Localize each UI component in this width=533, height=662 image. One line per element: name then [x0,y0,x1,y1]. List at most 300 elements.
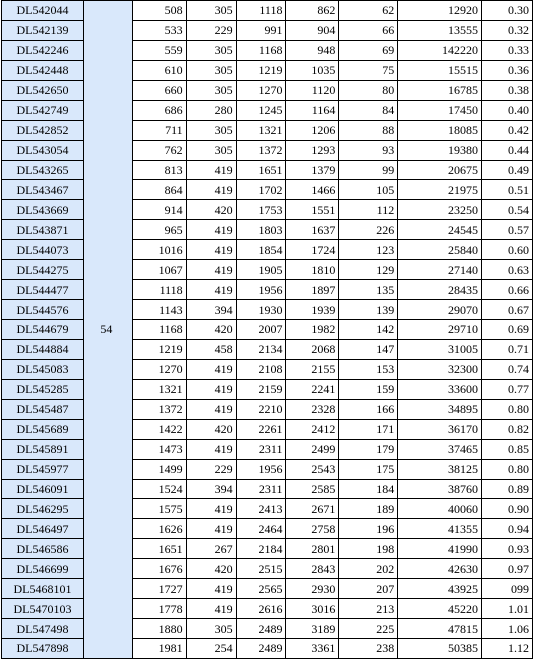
value-col-4-cell: 2515 [236,559,286,579]
value-col-3-cell: 305 [186,40,236,60]
model-code-cell: DL544275 [2,260,84,280]
model-code-cell: DL5468101 [2,579,84,599]
ratio-cell: 0.80 [482,459,533,479]
value-col-7-cell: 38760 [398,479,482,499]
value-col-7-cell: 37465 [398,439,482,459]
table-row [2,559,533,579]
value-col-6-cell: 75 [339,60,398,80]
value-col-3-cell: 419 [186,280,236,300]
table-row [2,60,533,80]
ratio-cell: 0.67 [482,300,533,320]
value-col-6-cell: 213 [339,599,398,619]
table-row [2,599,533,619]
value-col-7-cell: 25840 [398,240,482,260]
model-code-cell: DL547898 [2,639,84,659]
ratio-cell: 1.06 [482,619,533,639]
value-col-5-cell: 1035 [286,60,339,80]
model-code-cell: DL546497 [2,519,84,539]
table-row [2,80,533,100]
model-code-cell: DL543871 [2,220,84,240]
table-body [2,1,533,659]
value-col-4-cell: 2489 [236,639,286,659]
value-col-2-cell: 813 [132,160,186,180]
model-code-cell: DL542246 [2,40,84,60]
table-row [2,459,533,479]
value-col-6-cell: 166 [339,399,398,419]
value-col-6-cell: 62 [339,1,398,21]
value-col-3-cell: 229 [186,20,236,40]
table-row [2,519,533,539]
value-col-7-cell: 21975 [398,180,482,200]
value-col-2-cell: 965 [132,220,186,240]
value-col-4-cell: 991 [236,20,286,40]
value-col-4-cell: 1956 [236,459,286,479]
value-col-3-cell: 419 [186,579,236,599]
table-row [2,379,533,399]
value-col-4-cell: 2210 [236,399,286,419]
value-col-4-cell: 2565 [236,579,286,599]
table-row [2,240,533,260]
ratio-cell: 0.97 [482,559,533,579]
value-col-2-cell: 1499 [132,459,186,479]
value-col-7-cell: 29710 [398,320,482,340]
value-col-4-cell: 1753 [236,200,286,220]
value-col-2-cell: 1422 [132,419,186,439]
ratio-cell: 0.54 [482,200,533,220]
value-col-5-cell: 1810 [286,260,339,280]
model-code-cell: DL546091 [2,479,84,499]
value-col-6-cell: 189 [339,499,398,519]
model-code-cell: DL542448 [2,60,84,80]
value-col-6-cell: 88 [339,120,398,140]
value-col-7-cell: 12920 [398,1,482,21]
value-col-5-cell: 2930 [286,579,339,599]
value-col-7-cell: 19380 [398,140,482,160]
model-code-cell: DL543265 [2,160,84,180]
value-col-3-cell: 394 [186,479,236,499]
table-row [2,339,533,359]
value-col-7-cell: 34895 [398,399,482,419]
value-col-4-cell: 2413 [236,499,286,519]
value-col-3-cell: 305 [186,120,236,140]
value-col-5-cell: 1466 [286,180,339,200]
value-col-6-cell: 153 [339,359,398,379]
ratio-cell: 0.93 [482,539,533,559]
value-col-5-cell: 1164 [286,100,339,120]
value-col-4-cell: 2311 [236,479,286,499]
value-col-4-cell: 1219 [236,60,286,80]
value-col-6-cell: 175 [339,459,398,479]
value-col-3-cell: 419 [186,519,236,539]
value-col-4-cell: 1118 [236,1,286,21]
value-col-2-cell: 1727 [132,579,186,599]
model-code-cell: DL5470103 [2,599,84,619]
value-col-5-cell: 3016 [286,599,339,619]
value-col-6-cell: 93 [339,140,398,160]
value-col-2-cell: 508 [132,1,186,21]
value-col-7-cell: 47815 [398,619,482,639]
value-col-5-cell: 2068 [286,339,339,359]
table-row [2,160,533,180]
value-col-2-cell: 1473 [132,439,186,459]
model-code-cell: DL543054 [2,140,84,160]
value-col-5-cell: 2241 [286,379,339,399]
table-row [2,300,533,320]
value-col-2-cell: 1676 [132,559,186,579]
value-col-6-cell: 142 [339,320,398,340]
value-col-7-cell: 15515 [398,60,482,80]
table-row [2,200,533,220]
value-col-3-cell: 305 [186,1,236,21]
value-col-6-cell: 179 [339,439,398,459]
ratio-cell: 0.90 [482,499,533,519]
table-row [2,539,533,559]
table-row [2,260,533,280]
ratio-cell: 0.32 [482,20,533,40]
value-col-5-cell: 1293 [286,140,339,160]
value-col-4-cell: 1930 [236,300,286,320]
ratio-cell: 0.30 [482,1,533,21]
value-col-6-cell: 159 [339,379,398,399]
value-col-6-cell: 112 [339,200,398,220]
value-col-6-cell: 69 [339,40,398,60]
value-col-2-cell: 559 [132,40,186,60]
value-col-6-cell: 147 [339,339,398,359]
value-col-4-cell: 2134 [236,339,286,359]
ratio-cell: 0.57 [482,220,533,240]
value-col-2-cell: 1778 [132,599,186,619]
ratio-cell: 0.82 [482,419,533,439]
value-col-4-cell: 1702 [236,180,286,200]
value-col-6-cell: 184 [339,479,398,499]
value-col-5-cell: 2499 [286,439,339,459]
model-code-cell: DL546699 [2,559,84,579]
table-row [2,499,533,519]
value-col-7-cell: 13555 [398,20,482,40]
model-code-cell: DL542852 [2,120,84,140]
model-code-cell: DL545977 [2,459,84,479]
value-col-4-cell: 1168 [236,40,286,60]
table-row [2,140,533,160]
value-col-7-cell: 18085 [398,120,482,140]
value-col-7-cell: 32300 [398,359,482,379]
value-col-7-cell: 27140 [398,260,482,280]
model-code-cell: DL545285 [2,379,84,399]
ratio-cell: 0.51 [482,180,533,200]
value-col-6-cell: 226 [339,220,398,240]
table-row [2,20,533,40]
value-col-5-cell: 1551 [286,200,339,220]
value-col-4-cell: 1651 [236,160,286,180]
value-col-2-cell: 1880 [132,619,186,639]
value-col-3-cell: 419 [186,240,236,260]
value-col-4-cell: 1270 [236,80,286,100]
value-col-2-cell: 864 [132,180,186,200]
value-col-3-cell: 305 [186,80,236,100]
value-col-4-cell: 1321 [236,120,286,140]
table-row [2,579,533,599]
value-col-3-cell: 420 [186,200,236,220]
value-col-7-cell: 24545 [398,220,482,240]
ratio-cell: 0.42 [482,120,533,140]
model-code-cell: DL545689 [2,419,84,439]
ratio-cell: 0.49 [482,160,533,180]
value-col-4-cell: 2616 [236,599,286,619]
ratio-cell: 0.80 [482,399,533,419]
value-col-5-cell: 2412 [286,419,339,439]
ratio-cell: 0.89 [482,479,533,499]
value-col-5-cell: 1379 [286,160,339,180]
value-col-5-cell: 862 [286,1,339,21]
model-code-cell: DL544884 [2,339,84,359]
value-col-6-cell: 202 [339,559,398,579]
ratio-cell: 0.69 [482,320,533,340]
value-col-2-cell: 711 [132,120,186,140]
value-col-6-cell: 225 [339,619,398,639]
value-col-3-cell: 420 [186,320,236,340]
model-code-cell: DL545083 [2,359,84,379]
ratio-cell: 0.44 [482,140,533,160]
value-col-2-cell: 1067 [132,260,186,280]
table-row [2,220,533,240]
value-col-4-cell: 1956 [236,280,286,300]
value-col-4-cell: 2311 [236,439,286,459]
model-code-cell: DL546295 [2,499,84,519]
value-col-7-cell: 33600 [398,379,482,399]
value-col-7-cell: 43925 [398,579,482,599]
value-col-6-cell: 129 [339,260,398,280]
ratio-cell: 0.94 [482,519,533,539]
value-col-7-cell: 23250 [398,200,482,220]
value-col-3-cell: 305 [186,619,236,639]
value-col-7-cell: 17450 [398,100,482,120]
value-col-7-cell: 28435 [398,280,482,300]
value-col-2-cell: 1626 [132,519,186,539]
value-col-5-cell: 2758 [286,519,339,539]
group-cell: 54 [83,1,132,659]
value-col-7-cell: 142220 [398,40,482,60]
table-row [2,1,533,21]
value-col-3-cell: 305 [186,140,236,160]
value-col-2-cell: 660 [132,80,186,100]
ratio-cell: 0.36 [482,60,533,80]
model-code-cell: DL542749 [2,100,84,120]
value-col-3-cell: 229 [186,459,236,479]
ratio-cell: 0.33 [482,40,533,60]
model-code-cell: DL545487 [2,399,84,419]
value-col-7-cell: 31005 [398,339,482,359]
value-col-2-cell: 1321 [132,379,186,399]
value-col-3-cell: 419 [186,599,236,619]
value-col-5-cell: 904 [286,20,339,40]
value-col-3-cell: 419 [186,160,236,180]
value-col-2-cell: 1143 [132,300,186,320]
value-col-7-cell: 16785 [398,80,482,100]
value-col-7-cell: 41990 [398,539,482,559]
table-row [2,639,533,659]
table-row [2,419,533,439]
ratio-cell: 099 [482,579,533,599]
model-code-cell: DL542139 [2,20,84,40]
value-col-2-cell: 1575 [132,499,186,519]
value-col-3-cell: 267 [186,539,236,559]
value-col-3-cell: 419 [186,220,236,240]
value-col-6-cell: 139 [339,300,398,320]
value-col-3-cell: 419 [186,359,236,379]
value-col-4-cell: 2489 [236,619,286,639]
value-col-5-cell: 948 [286,40,339,60]
value-col-3-cell: 419 [186,260,236,280]
value-col-4-cell: 2184 [236,539,286,559]
value-col-3-cell: 254 [186,639,236,659]
value-col-7-cell: 45220 [398,599,482,619]
model-code-cell: DL544679 [2,320,84,340]
model-code-cell: DL542044 [2,1,84,21]
value-col-5-cell: 2843 [286,559,339,579]
value-col-5-cell: 1897 [286,280,339,300]
value-col-2-cell: 1372 [132,399,186,419]
model-code-cell: DL543669 [2,200,84,220]
ratio-cell: 0.71 [482,339,533,359]
value-col-2-cell: 1270 [132,359,186,379]
value-col-5-cell: 1982 [286,320,339,340]
value-col-6-cell: 105 [339,180,398,200]
value-col-3-cell: 305 [186,60,236,80]
ratio-cell: 0.66 [482,280,533,300]
value-col-6-cell: 123 [339,240,398,260]
model-code-cell: DL544576 [2,300,84,320]
ratio-cell: 1.12 [482,639,533,659]
value-col-7-cell: 41355 [398,519,482,539]
value-col-3-cell: 419 [186,439,236,459]
table-row [2,320,533,340]
value-col-2-cell: 610 [132,60,186,80]
value-col-5-cell: 2328 [286,399,339,419]
value-col-3-cell: 419 [186,499,236,519]
value-col-4-cell: 1905 [236,260,286,280]
value-col-6-cell: 99 [339,160,398,180]
value-col-2-cell: 1016 [132,240,186,260]
model-code-cell: DL546586 [2,539,84,559]
value-col-3-cell: 280 [186,100,236,120]
value-col-4-cell: 2159 [236,379,286,399]
value-col-7-cell: 42630 [398,559,482,579]
value-col-5-cell: 2801 [286,539,339,559]
value-col-2-cell: 762 [132,140,186,160]
value-col-5-cell: 2671 [286,499,339,519]
value-col-5-cell: 1724 [286,240,339,260]
model-code-cell: DL545891 [2,439,84,459]
value-col-4-cell: 2464 [236,519,286,539]
value-col-4-cell: 1854 [236,240,286,260]
value-col-5-cell: 3189 [286,619,339,639]
value-col-7-cell: 29070 [398,300,482,320]
value-col-4-cell: 1803 [236,220,286,240]
table-row [2,399,533,419]
value-col-4-cell: 2007 [236,320,286,340]
spec-table [1,0,533,659]
ratio-cell: 0.77 [482,379,533,399]
table-row [2,120,533,140]
value-col-5-cell: 1120 [286,80,339,100]
model-code-cell: DL543467 [2,180,84,200]
model-code-cell: DL547498 [2,619,84,639]
value-col-6-cell: 196 [339,519,398,539]
value-col-7-cell: 20675 [398,160,482,180]
value-col-2-cell: 914 [132,200,186,220]
value-col-2-cell: 533 [132,20,186,40]
table-row [2,439,533,459]
value-col-3-cell: 420 [186,419,236,439]
value-col-6-cell: 80 [339,80,398,100]
ratio-cell: 0.40 [482,100,533,120]
value-col-7-cell: 50385 [398,639,482,659]
value-col-7-cell: 40060 [398,499,482,519]
ratio-cell: 1.01 [482,599,533,619]
value-col-5-cell: 1637 [286,220,339,240]
value-col-6-cell: 207 [339,579,398,599]
value-col-5-cell: 1939 [286,300,339,320]
table-row [2,40,533,60]
value-col-5-cell: 2585 [286,479,339,499]
value-col-6-cell: 84 [339,100,398,120]
value-col-7-cell: 38125 [398,459,482,479]
value-col-5-cell: 1206 [286,120,339,140]
table-row [2,479,533,499]
value-col-2-cell: 1524 [132,479,186,499]
value-col-3-cell: 419 [186,379,236,399]
value-col-2-cell: 1651 [132,539,186,559]
value-col-3-cell: 458 [186,339,236,359]
table-row [2,280,533,300]
ratio-cell: 0.38 [482,80,533,100]
ratio-cell: 0.74 [482,359,533,379]
value-col-4-cell: 1245 [236,100,286,120]
value-col-4-cell: 2108 [236,359,286,379]
value-col-5-cell: 3361 [286,639,339,659]
value-col-7-cell: 36170 [398,419,482,439]
table-row [2,100,533,120]
table-row [2,180,533,200]
model-code-cell: DL542650 [2,80,84,100]
value-col-6-cell: 171 [339,419,398,439]
value-col-5-cell: 2155 [286,359,339,379]
ratio-cell: 0.60 [482,240,533,260]
value-col-6-cell: 135 [339,280,398,300]
value-col-4-cell: 2261 [236,419,286,439]
value-col-3-cell: 420 [186,559,236,579]
value-col-3-cell: 419 [186,180,236,200]
table-row [2,619,533,639]
value-col-3-cell: 419 [186,399,236,419]
value-col-5-cell: 2543 [286,459,339,479]
value-col-2-cell: 1981 [132,639,186,659]
value-col-2-cell: 1118 [132,280,186,300]
ratio-cell: 0.85 [482,439,533,459]
value-col-6-cell: 66 [339,20,398,40]
value-col-2-cell: 686 [132,100,186,120]
model-code-cell: DL544073 [2,240,84,260]
table-row [2,359,533,379]
ratio-cell: 0.63 [482,260,533,280]
value-col-6-cell: 238 [339,639,398,659]
value-col-2-cell: 1168 [132,320,186,340]
value-col-4-cell: 1372 [236,140,286,160]
value-col-6-cell: 198 [339,539,398,559]
value-col-3-cell: 394 [186,300,236,320]
model-code-cell: DL544477 [2,280,84,300]
value-col-2-cell: 1219 [132,339,186,359]
